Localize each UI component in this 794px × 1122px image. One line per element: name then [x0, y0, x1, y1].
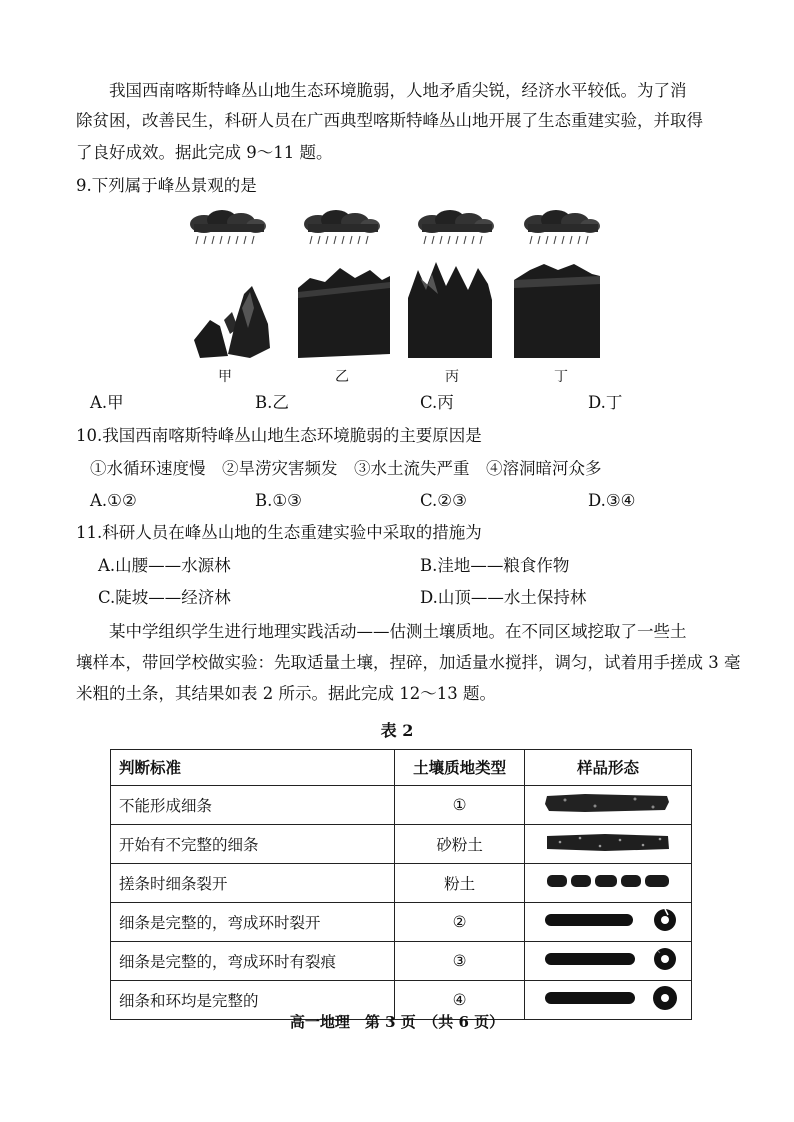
table-caption: 表 2	[380, 721, 414, 740]
figure-label-ding: 丁	[554, 369, 568, 385]
intro2-line-2: 壤样本，带回学校做实验：先取适量土壤，捏碎，加适量水搅拌，调匀，试着用手搓成 3 毫	[76, 653, 741, 672]
table-header-row	[111, 750, 692, 786]
landform-bing	[408, 210, 494, 358]
q10-stem: 10.我国西南喀斯特峰丛山地生态环境脆弱的主要原因是	[76, 426, 482, 445]
sample-shape	[524, 824, 691, 863]
sample-shape	[524, 941, 691, 980]
intro2-line-1: 某中学组织学生进行地理实践活动——估测土壤质地。在不同区域挖取了一些土	[109, 622, 687, 641]
row-criterion: 不能形成细条	[111, 785, 395, 824]
header-criterion: 判断标准	[111, 750, 395, 786]
row-criterion: 搓条时细条裂开	[111, 863, 395, 902]
q9-option-a[interactable]: A.甲	[90, 393, 124, 412]
row-type: ③	[395, 941, 525, 980]
header-type: 土壤质地类型	[395, 750, 525, 786]
q11-stem: 11.科研人员在峰丛山地的生态重建实验中采取的措施为	[76, 523, 482, 542]
landform-jia	[190, 210, 270, 358]
header-sample: 样品形态	[524, 750, 691, 786]
row-criterion: 细条是完整的，弯成环时有裂痕	[111, 941, 395, 980]
q10-option-a[interactable]: A.①②	[90, 491, 137, 510]
intro-line-3: 了良好成效。据此完成 9～11 题。	[76, 143, 333, 162]
q9-option-b[interactable]: B.乙	[255, 393, 289, 412]
q10-option-c[interactable]: C.②③	[420, 491, 467, 510]
row-criterion: 开始有不完整的细条	[111, 824, 395, 863]
soil-texture-table	[110, 749, 692, 1020]
table-row	[111, 941, 692, 980]
row-type: 砂粉土	[395, 824, 525, 863]
q11-option-c[interactable]: C.陡坡——经济林	[98, 588, 231, 607]
intro-line-1: 我国西南喀斯特峰丛山地生态环境脆弱，人地矛盾尖锐，经济水平较低。为了消	[109, 81, 687, 100]
row-type: ②	[395, 902, 525, 941]
row-criterion: 细条和环均是完整的	[111, 980, 395, 1019]
sample-shape	[524, 902, 691, 941]
sample-shape	[524, 863, 691, 902]
q9-option-c[interactable]: C.丙	[420, 393, 454, 412]
q11-option-d[interactable]: D.山顶——水土保持林	[420, 588, 587, 607]
q9-stem: 9.下列属于峰丛景观的是	[76, 176, 257, 195]
landform-yi	[298, 210, 390, 358]
sample-shape	[524, 785, 691, 824]
q10-items: ①水循环速度慢 ②旱涝灾害频发 ③水土流失严重 ④溶洞暗河众多	[90, 459, 602, 478]
intro2-line-3: 米粗的土条，其结果如表 2 所示。据此完成 12～13 题。	[76, 684, 496, 703]
figure-label-bing: 丙	[445, 369, 459, 385]
table-row	[111, 785, 692, 824]
q11-option-a[interactable]: A.山腰——水源林	[98, 556, 231, 575]
q9-option-d[interactable]: D.丁	[588, 393, 623, 412]
figure-label-jia: 甲	[218, 369, 232, 385]
q10-option-b[interactable]: B.①③	[255, 491, 302, 510]
q11-option-b[interactable]: B.洼地——粮食作物	[420, 556, 570, 575]
table-row	[111, 863, 692, 902]
q10-option-d[interactable]: D.③④	[588, 491, 636, 510]
intro-line-2: 除贫困，改善民生，科研人员在广西典型喀斯特峰丛山地开展了生态重建实验，并取得	[76, 111, 703, 130]
landform-figure	[180, 208, 620, 368]
row-type: ①	[395, 785, 525, 824]
table-row	[111, 902, 692, 941]
row-type: ④	[395, 980, 525, 1019]
landform-ding	[514, 210, 600, 358]
row-type: 粉土	[395, 863, 525, 902]
figure-label-yi: 乙	[335, 369, 349, 385]
page-footer: 高一地理 第 3 页 （共 6 页）	[289, 1013, 505, 1031]
table-row	[111, 824, 692, 863]
row-criterion: 细条是完整的，弯成环时裂开	[111, 902, 395, 941]
